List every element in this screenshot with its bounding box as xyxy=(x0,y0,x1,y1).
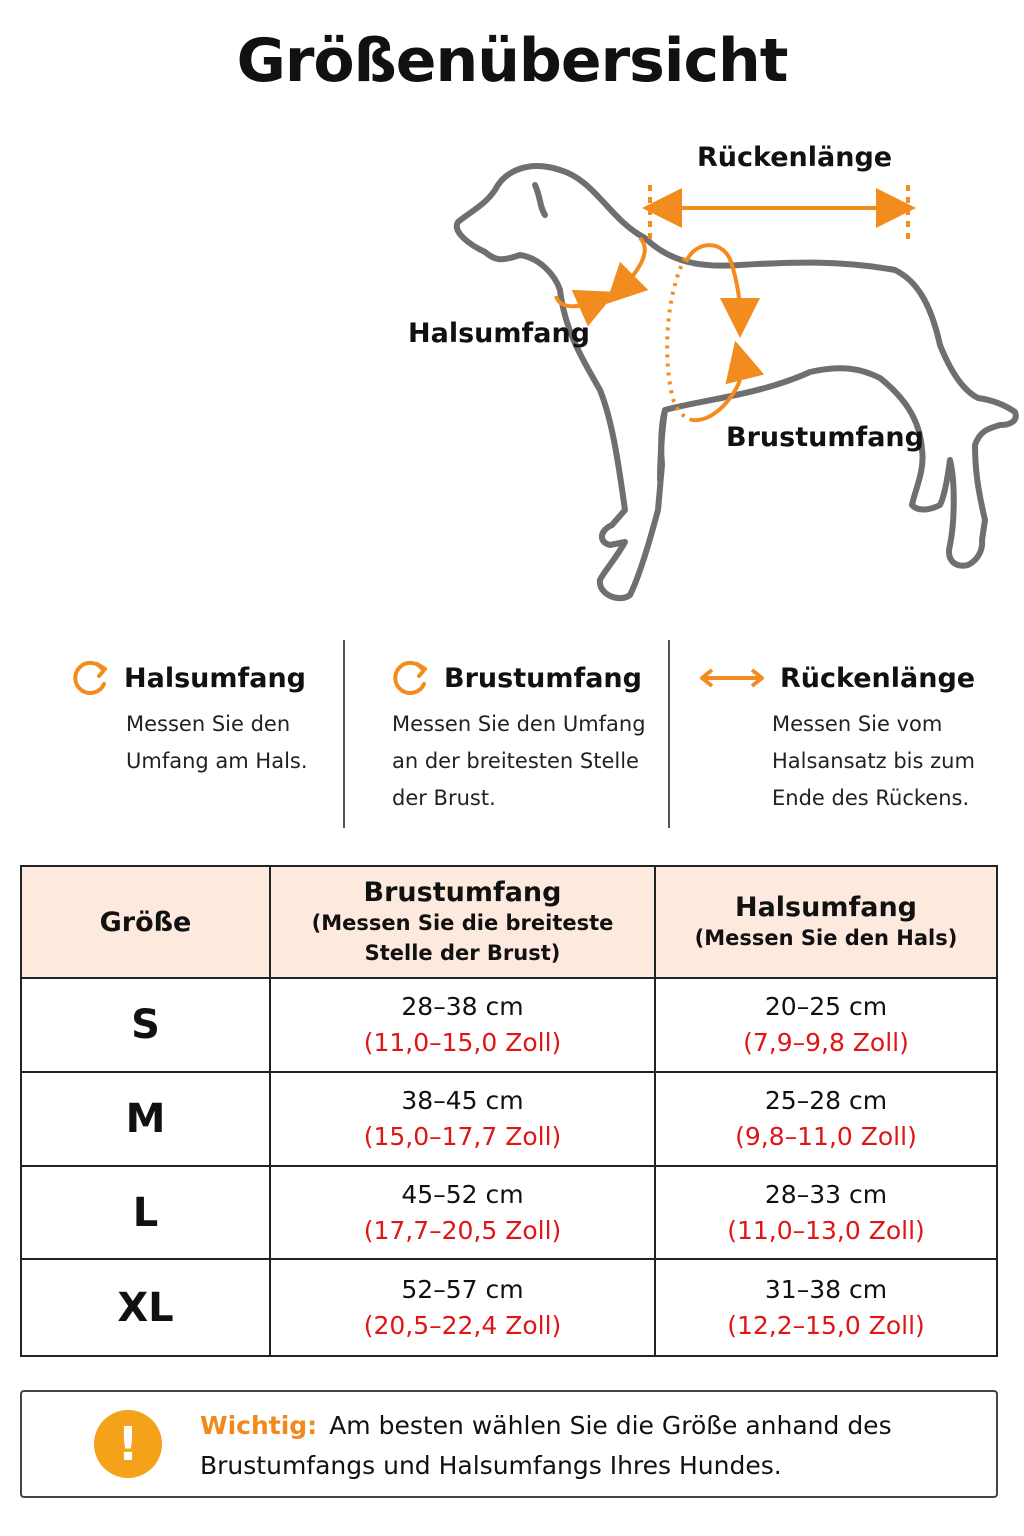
size-label: M xyxy=(125,1096,166,1142)
chest-inch: (17,7–20,5 Zoll) xyxy=(363,1215,562,1245)
chest-cm: 28–38 cm xyxy=(401,992,524,1021)
table-row xyxy=(22,1073,996,1167)
legend-back-desc: Messen Sie vom Halsansatz bis zum Ende des Rückens. xyxy=(772,712,975,810)
important-note xyxy=(20,1390,998,1498)
exclamation-icon: ! xyxy=(94,1410,162,1478)
chest-inch: (20,5–22,4 Zoll) xyxy=(363,1310,562,1340)
circular-arrow-icon xyxy=(390,658,430,698)
size-label: L xyxy=(132,1189,159,1236)
chest-cm: 38–45 cm xyxy=(401,1086,524,1115)
neck-inch: (9,8–11,0 Zoll) xyxy=(735,1122,917,1151)
table-row xyxy=(22,1167,996,1260)
page-title: Größenübersicht xyxy=(236,26,788,96)
measurement-legend xyxy=(0,640,1024,830)
header-chest-title: Brustumfang xyxy=(363,876,562,908)
neck-cm: 20–25 cm xyxy=(764,992,888,1021)
legend-back xyxy=(698,640,998,830)
size-label: S xyxy=(131,1002,160,1048)
note-text: Am besten wählen Sie die Größe anhand des Brustumfangs und Halsumfangs Ihres Hundes. xyxy=(200,1411,892,1480)
neck-inch: (7,9–9,8 Zoll) xyxy=(743,1028,909,1057)
legend-chest-desc: Messen Sie den Umfang an der breitesten Stelle der Brust. xyxy=(392,712,646,810)
neck-cm: 31–38 cm xyxy=(764,1274,888,1304)
legend-neck-title: Halsumfang xyxy=(124,662,307,694)
size-label: XL xyxy=(117,1284,174,1331)
legend-divider xyxy=(668,640,670,828)
back-length-label: Rückenlänge xyxy=(697,142,893,173)
chest-label: Brustumfang xyxy=(726,422,924,453)
neck-inch: (12,2–15,0 Zoll) xyxy=(727,1310,925,1340)
dog-measurement-diagram xyxy=(0,120,1024,620)
size-table xyxy=(20,865,998,1357)
table-row xyxy=(22,1260,996,1355)
note-text-block xyxy=(200,1406,960,1486)
chest-cm: 45–52 cm xyxy=(401,1179,524,1209)
legend-chest-title: Brustumfang xyxy=(444,662,642,694)
header-neck-title: Halsumfang xyxy=(734,891,917,923)
double-arrow-icon xyxy=(698,658,766,698)
circular-arrow-icon xyxy=(70,658,110,698)
legend-chest xyxy=(390,640,660,830)
note-label: Wichtig: xyxy=(200,1411,318,1440)
table-row xyxy=(22,979,996,1073)
legend-back-title: Rückenlänge xyxy=(780,662,976,694)
legend-neck-desc: Messen Sie den Umfang am Hals. xyxy=(126,712,308,773)
chest-inch: (11,0–15,0 Zoll) xyxy=(363,1028,562,1057)
neck-cm: 25–28 cm xyxy=(764,1086,888,1115)
table-header-row xyxy=(22,867,996,979)
chest-cm: 52–57 cm xyxy=(401,1274,524,1304)
header-neck-sub: (Messen Sie den Hals) xyxy=(694,925,958,950)
neck-inch: (11,0–13,0 Zoll) xyxy=(727,1215,925,1245)
chest-inch: (15,0–17,7 Zoll) xyxy=(363,1122,562,1151)
header-size: Größe xyxy=(99,906,192,938)
legend-divider xyxy=(343,640,345,828)
dog-outline-illustration xyxy=(0,120,1024,620)
neck-label: Halsumfang xyxy=(408,318,591,349)
neck-cm: 28–33 cm xyxy=(764,1179,888,1209)
legend-neck xyxy=(70,640,340,830)
header-chest-sub: (Messen Sie die breiteste Stelle der Brust) xyxy=(311,910,614,965)
